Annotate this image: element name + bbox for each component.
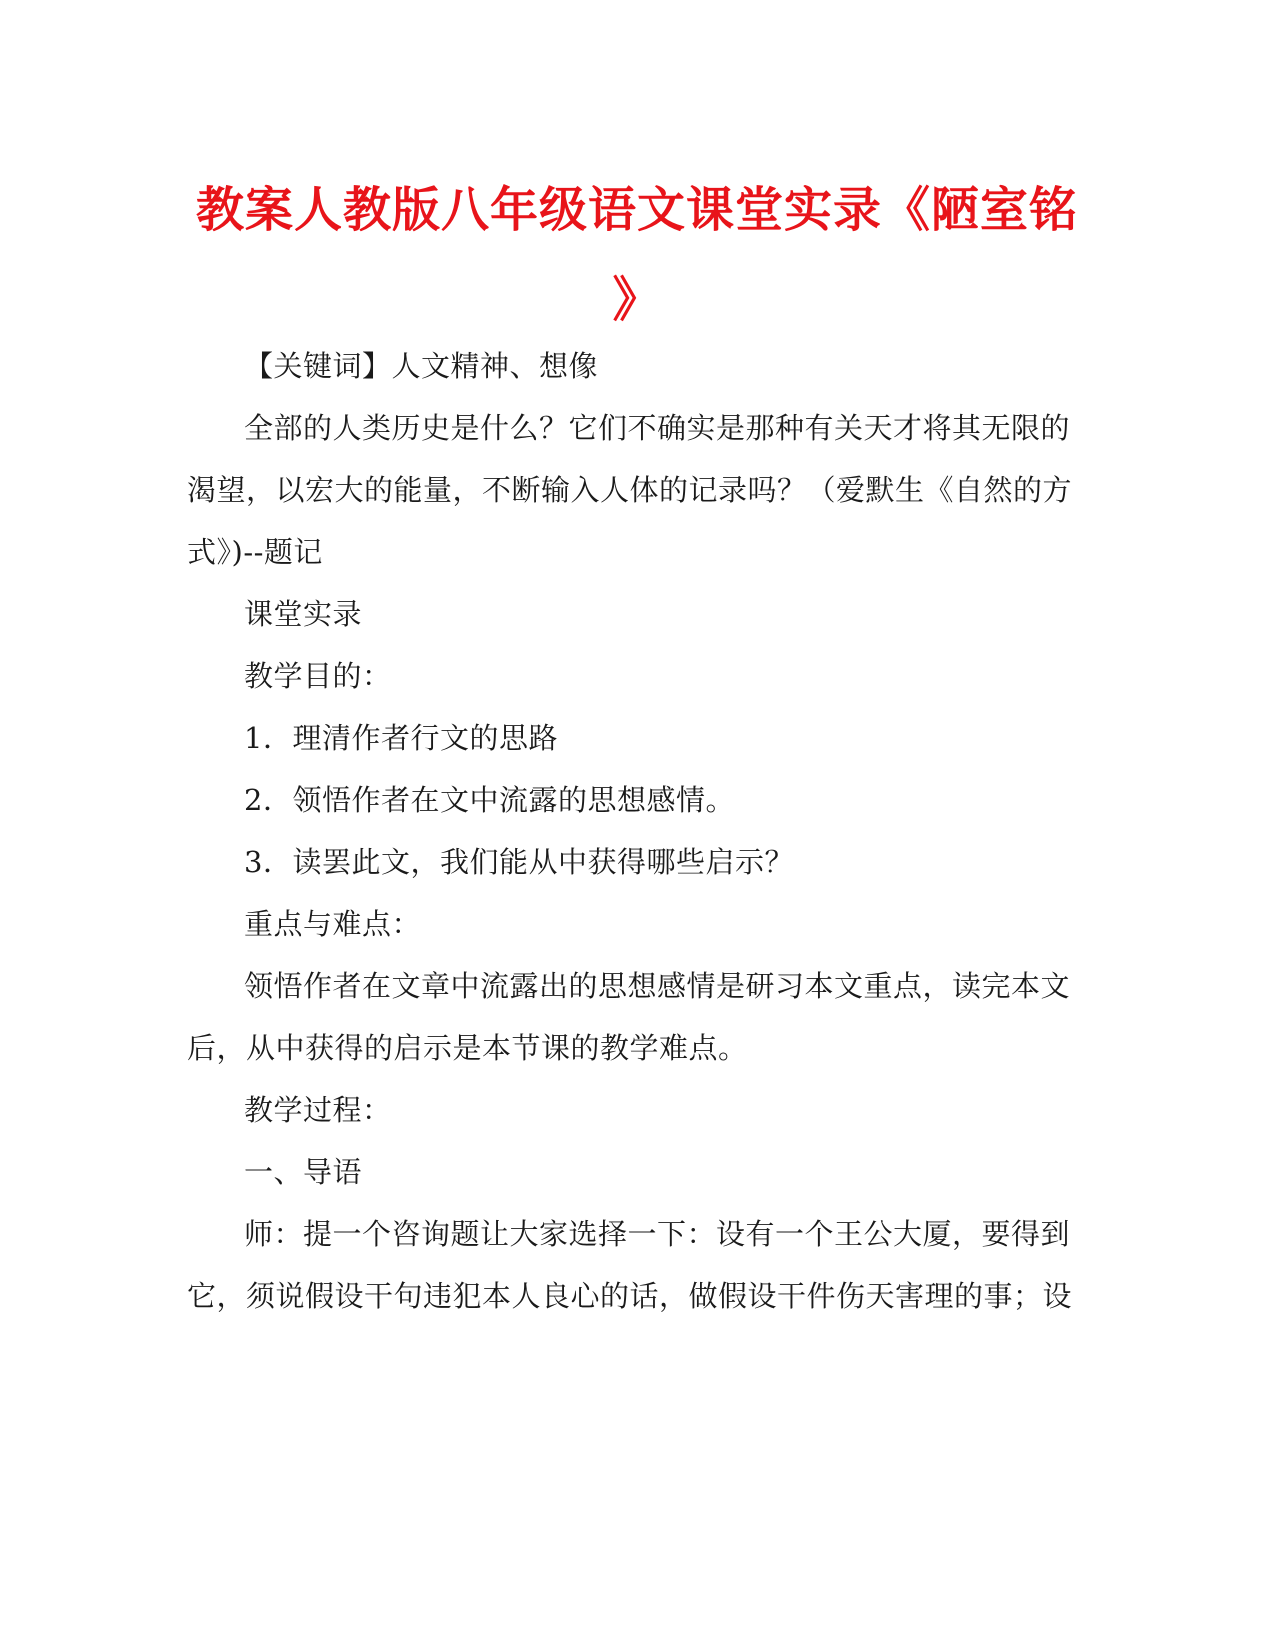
process-heading: 教学过程： [244,1093,392,1127]
teacher-paragraph: 师：提一个咨询题让大家选择一下：设有一个王公大厦，要得到 [244,1217,1071,1251]
section-heading: 课堂实录 [244,597,363,631]
objective-item: 1．理清作者行文的思路 [244,721,558,755]
objectives-heading: 教学目的： [244,659,392,693]
key-points-heading: 重点与难点： [244,907,422,941]
key-points-text: 后，从中获得的启示是本节课的教学难点。 [187,1031,748,1065]
teacher-paragraph: 它，须说假设干句违犯本人良心的话，做假设干件伤天害理的事；设 [187,1279,1073,1313]
intro-heading: 一、导语 [244,1155,363,1189]
epigraph-line: 式》)--题记 [187,535,323,569]
objective-item: 2．领悟作者在文中流露的思想感情。 [244,783,735,817]
keywords-line: 【关键词】人文精神、想像 [244,349,599,383]
epigraph-line: 渴望，以宏大的能量，不断输入人体的记录吗？（爱默生《自然的方 [187,473,1073,507]
document-title-continued: 》 [612,272,662,328]
epigraph-line: 全部的人类历史是什么？它们不确实是那种有关天才将其无限的 [244,411,1071,445]
objective-item: 3．读罢此文，我们能从中获得哪些启示？ [244,845,794,879]
key-points-text: 领悟作者在文章中流露出的思想感情是研习本文重点，读完本文 [244,969,1071,1003]
document-title: 教案人教版八年级语文课堂实录《陋室铭 [195,182,1078,238]
